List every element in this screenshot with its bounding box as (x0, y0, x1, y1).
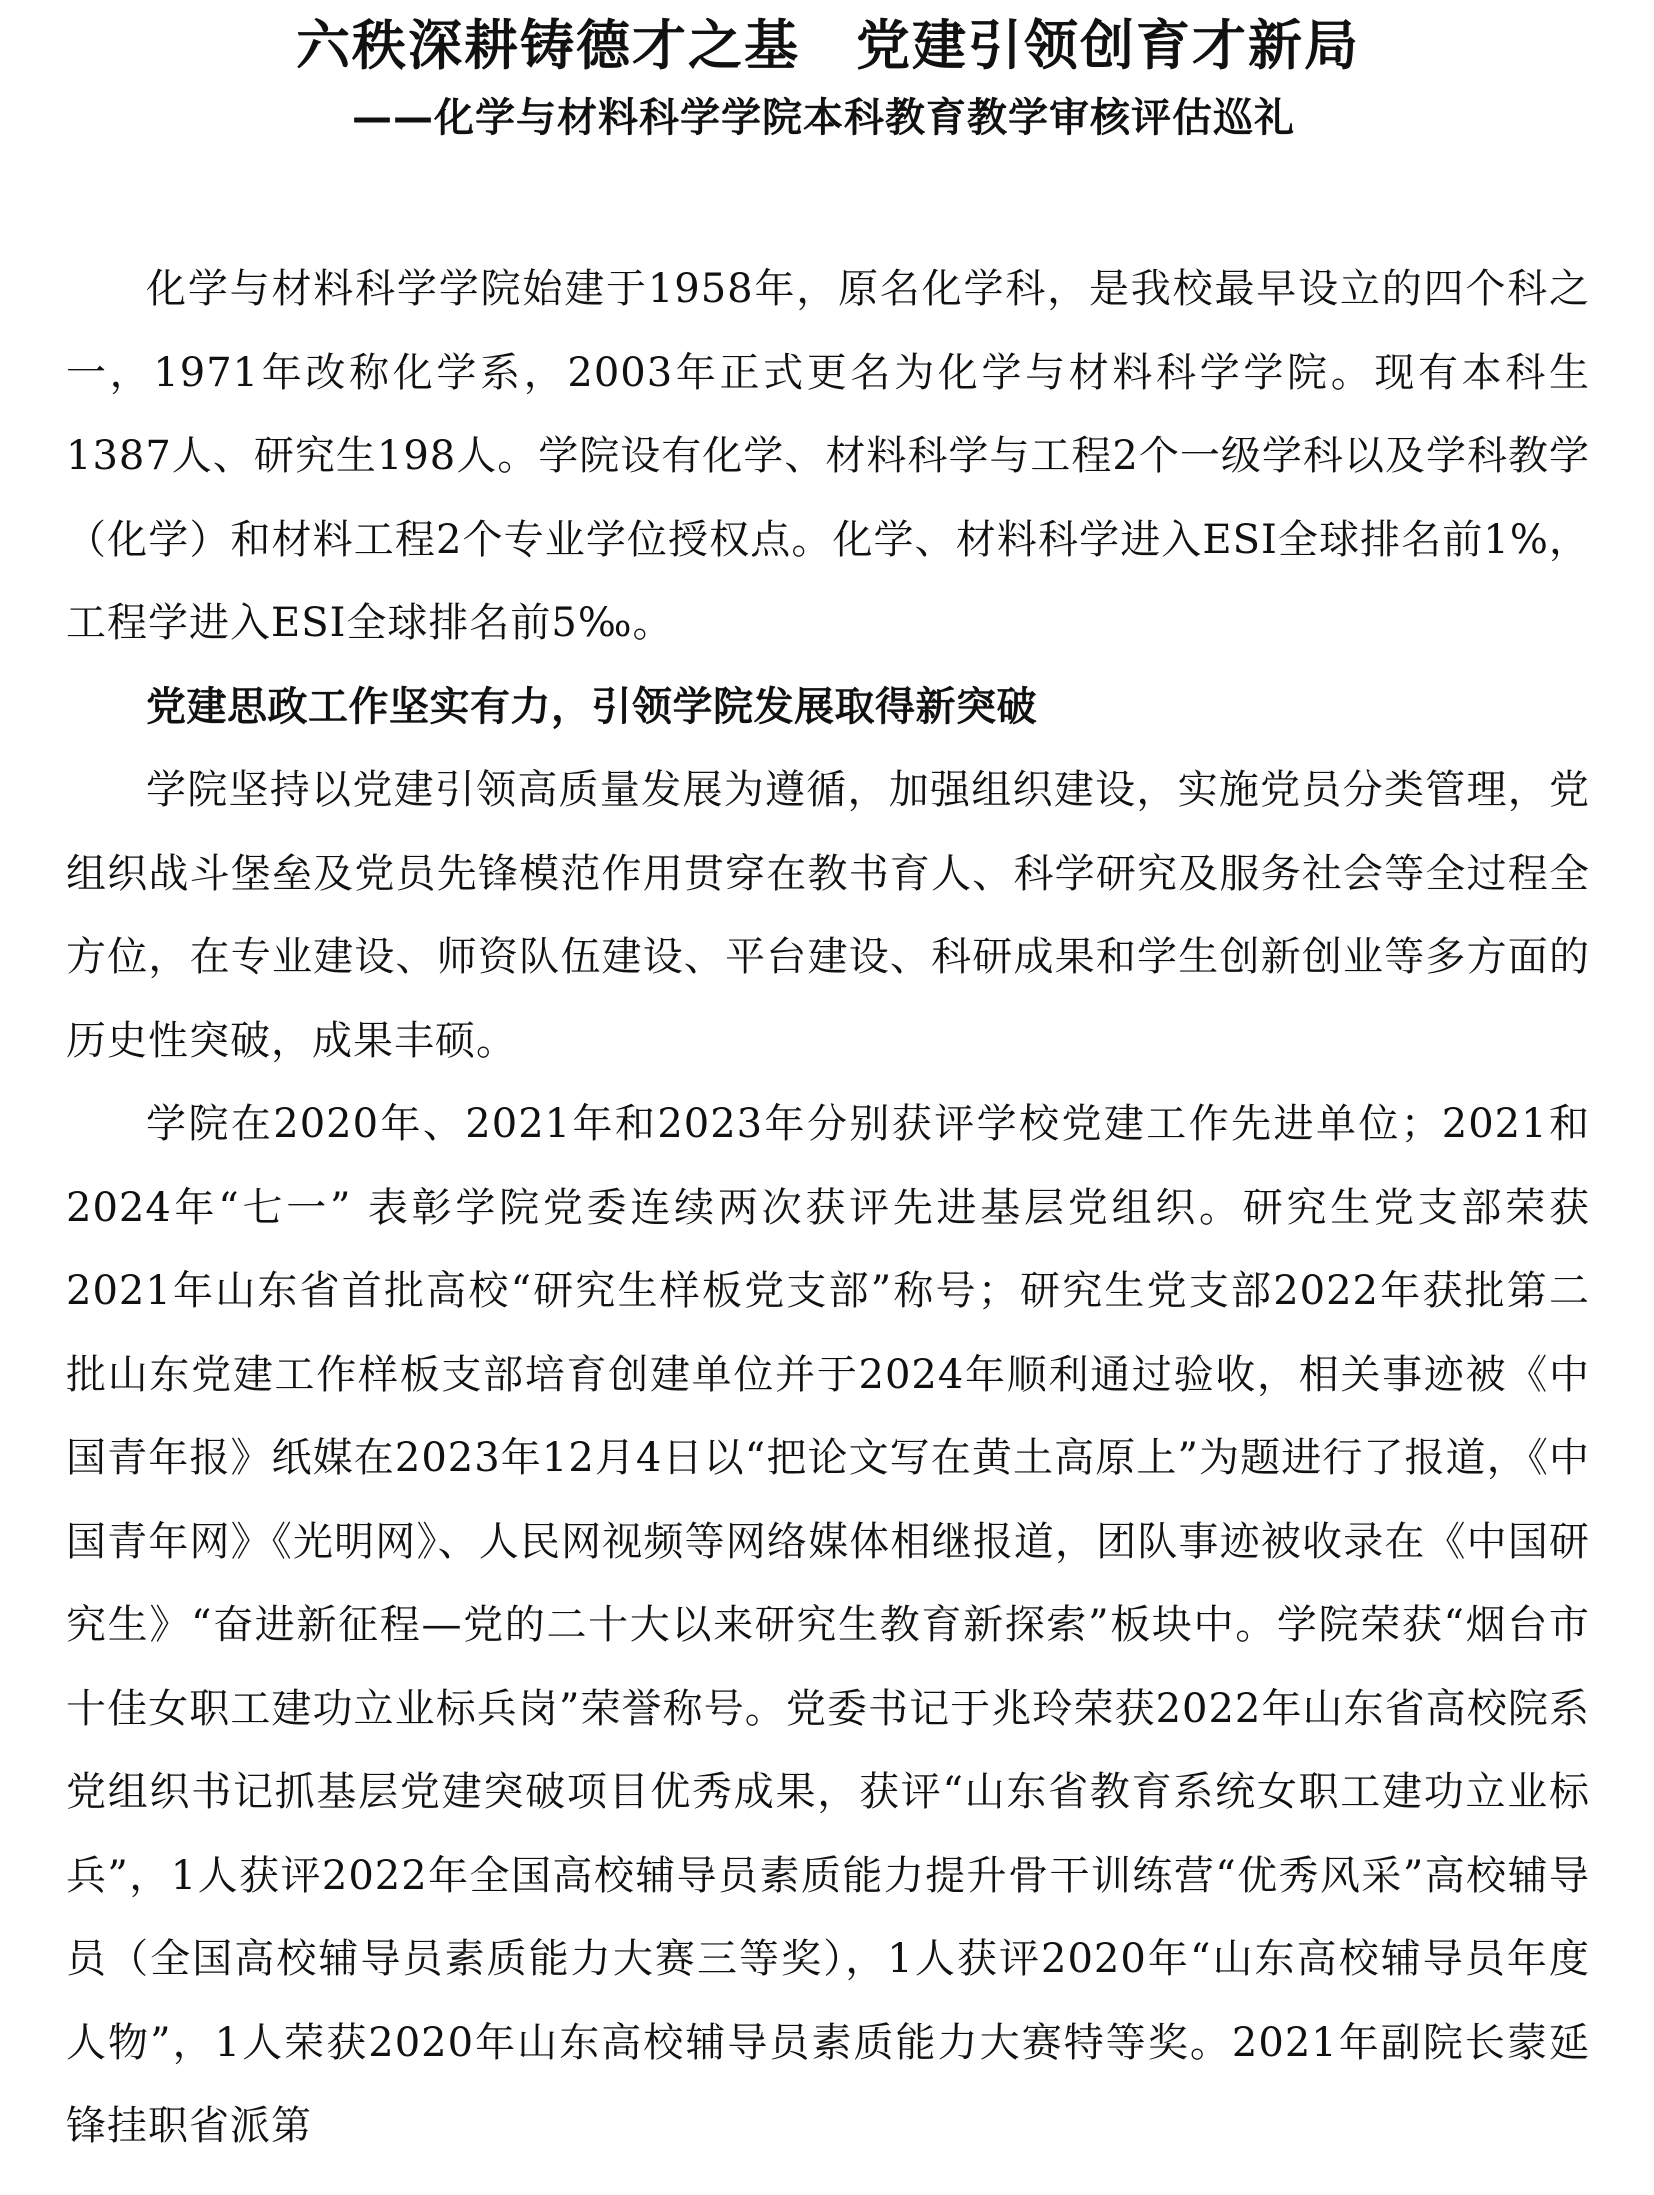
document-subtitle: ——化学与材料科学学院本科教育教学审核评估巡礼 (352, 95, 1295, 141)
section-heading: 党建思政工作坚实有力，引领学院发展取得新突破 (146, 683, 1037, 730)
document-title: 六秩深耕铸德才之基 党建引领创育才新局 (296, 14, 1360, 77)
paragraph-party-building: 学院坚持以党建引领高质量发展为遵循，加强组织建设，实施党员分类管理，党组织战斗堡垒及党员先锋模范作用贯穿在教书育人、科学研究及服务社会等全过程全方位，在专业建设、师资队伍建设、平台建设、科研成果和学生创新创业等多方面的历史性突破，成果丰硕。 (66, 767, 1590, 1064)
paragraph-intro: 化学与材料科学学院始建于1958年，原名化学科，是我校最早设立的四个科之一，1971年改称化学系，2003年正式更名为化学与材料科学学院。现有本科生1387人、研究生198人。学院设有化学、材料科学与工程2个一级学科以及学科教学（化学）和材料工程2个专业学位授权点。化学、材料科学进入ESI全球排名前1%，工程学进入ESI全球排名前5‰。 (66, 266, 1590, 646)
document-page (66, 0, 1590, 2169)
document-body (66, 248, 1590, 2169)
paragraph-achievements: 学院在2020年、2021年和2023年分别获评学校党建工作先进单位；2021和2024年“七一” 表彰学院党委连续两次获评先进基层党组织。研究生党支部荣获2021年山东省首批高校“研究生样板党支部”称号；研究生党支部2022年获批第二批山东党建工作样板支部培育创建单位并于2024年顺利通过验收，相关事迹被《中国青年报》纸媒在2023年12月4日以“把论文写在黄土高原上”为题进行了报道，《中国青年网》《光明网》、人民网视频等网络媒体相继报道，团队事迹被收录在《中国研究生》“奋进新征程—党的二十大以来研究生教育新探索”板块中。学院荣获“烟台市十佳女职工建功立业标兵岗”荣誉称号。党委书记于兆玲荣获2022年山东省高校院系党组织书记抓基层党建突破项目优秀成果，获评“山东省教育系统女职工建功立业标兵”，1人获评2022年全国高校辅导员素质能力提升骨干训练营“优秀风采”高校辅导员（全国高校辅导员素质能力大赛三等奖），1人获评2020年“山东高校辅导员年度人物”，1人荣获2020年山东高校辅导员素质能力大赛特等奖。2021年副院长蒙延锋挂职省派第 (66, 1101, 1590, 2149)
